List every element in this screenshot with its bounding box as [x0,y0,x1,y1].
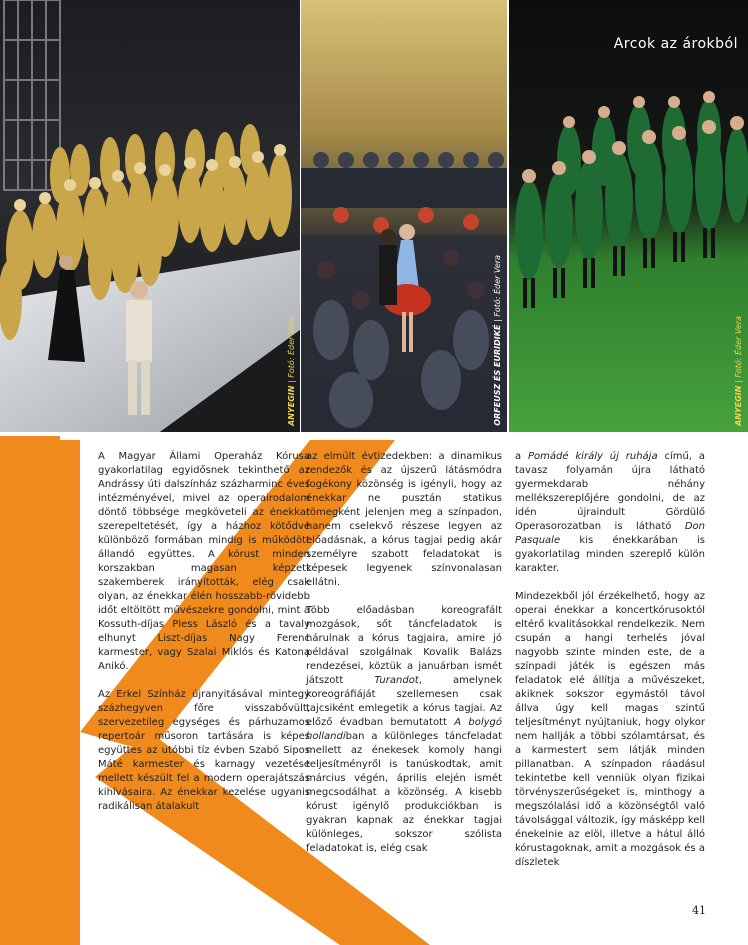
page-number: 41 [692,904,706,917]
photo-orfeusz-image [301,0,507,432]
caption-credit: | Fotó: Éder Vera [493,255,502,325]
article-paragraph [515,450,705,576]
photo-caption-2 [493,255,503,426]
photo-anyegin-green-image [509,0,748,432]
article-column-2 [306,450,502,856]
caption-title: ORFEUSZ ÉS EURIDIKÉ [493,324,502,426]
text-run: Több előadásban koreografált mozgások, sőt táncfeladatok is hárulnak a kórus tagjaira, amire jó példával szolgálnak Kovalik Balázs rendezései, köztük a januárban ismét játszott [306,605,502,686]
caption-title: ANYEGIN [287,385,296,426]
photo-orfeusz-euridike [301,0,507,432]
caption-title: ANYEGIN [734,385,743,426]
photo-caption-3 [734,316,744,426]
photo-anyegin-gold-image [0,0,300,432]
caption-credit: | Fotó: Éder Vera [287,316,296,386]
text-run: ban a különleges táncfeladat mellett az énekesek komoly hangi teljesítményről is tanúskodtak, amit március végén, április elején ismét megcsodálhat a közönség. A kisebb kórust igénylő produkciókban is gyakran kapnak az énekkar tagjai különleges, sokszor szólista feladatokat is, elég csak [306,731,502,854]
text-run: , amelynek koreográfiáját szellemesen csak tajcsiként emlegetik a kórus tagjai. Az előző évadban bemutatott [306,675,502,728]
text-run: című, a tavasz folyamán újra látható gyermekdarab néhány mellékszereplőjére gondolni, de az idén újraindult Gördülő Operasorozatban is látható [515,451,705,532]
k-stem [0,440,80,945]
photo-anyegin-chorus-green [509,0,748,432]
article-paragraph: A Magyar Állami Operaház Kórusa gyakorlatilag egyidősnek tekinthető az Andrássy úti dalszínház százharminc éves intézményével, mivel az operairodalom döntő többsége megköveteli az énekkar szerepeltetését, így a házhoz kötődve különböző formában mindig is működött állandó együttes. A kórust minden korszakban magasan képzett szakemberek irányították, elég csak olyan, az énekkar élén hosszabb-rövidebb időt eltöltött művészekre gondolni, mint a Kossuth-díjas Pless László és a tavaly elhunyt Liszt-díjas Nagy Ferenc karmester, vagy Szalai Miklós és Katona Anikó. [98,451,310,672]
article-column-3 [515,450,705,870]
article-paragraph: az elmúlt évtizedekben: a dinamikus rendezők és az újszerű látásmódra fogékony közönség is igényli, hogy az énekkar ne pusztán statikus tömegként jelenjen meg a színpadon, hanem cselekvő részese legyen az előadásnak, a kórus tagjai pedig akár személyre szabott feladatokat is képesek legyenek színvonalasan ellátni. [306,451,502,588]
caption-credit: | Fotó: Éder Vera [734,316,743,386]
photo-strip [0,0,748,432]
text-run: kis énekkarában is gyakorlatilag minden szereplő külön karakter. [515,535,705,574]
work-title: Don Pasquale [515,521,705,546]
article-column-1 [98,450,310,814]
work-title: Pomádé király új ruhája [528,451,658,462]
work-title: Turandot [374,675,419,686]
text-run: a [515,451,528,462]
section-title: Arcok az árokból [613,36,738,52]
article-paragraph: Az Erkel Színház újranyitásával mintegy százhegyven főre visszabővült, szervezetileg egységes és párhuzamos repertoár műsoron tartására is képes együttes az utóbbi tíz évben Szabó Sipos Máté karmester és karnagy vezetése mellett készült fel a modern operajátszás kihívásaira. Az énekkar kezelése ugyanis radikálisan átalakult [98,689,310,812]
work-title: A bolygó hollandi [306,717,502,742]
article-paragraph: Mindezekből jól érzékelhető, hogy az operai énekkar a koncertkórusoktól eltérő kvalitásokkal rendelkezik. Nem csupán a hangi terhelés jóval nagyobb szinte minden este, de a színpadi játék is egészen más feladatok elé állítja a művészeket, akiknek sokszor egymástól távol állva úgy kell magas szintű teljesítményt nyújtaniuk, hogy olykor nem hallják a többi szólamtársat, és a karmestert sem látják minden pillanatban. A színpadon ráadásul tekintetbe kell venniük olyan fizikai törvényszerűségeket is, minthogy a megszólalási idő a közönségtől való távolsággal változik, így másképp kell énekelnie az elöl, illetve a hátul álló kórustagoknak, amit a mozgások és a díszletek [515,591,705,868]
article-paragraph [306,604,502,856]
photo-caption-1 [287,316,297,426]
photo-anyegin-chorus-gold [0,0,300,432]
